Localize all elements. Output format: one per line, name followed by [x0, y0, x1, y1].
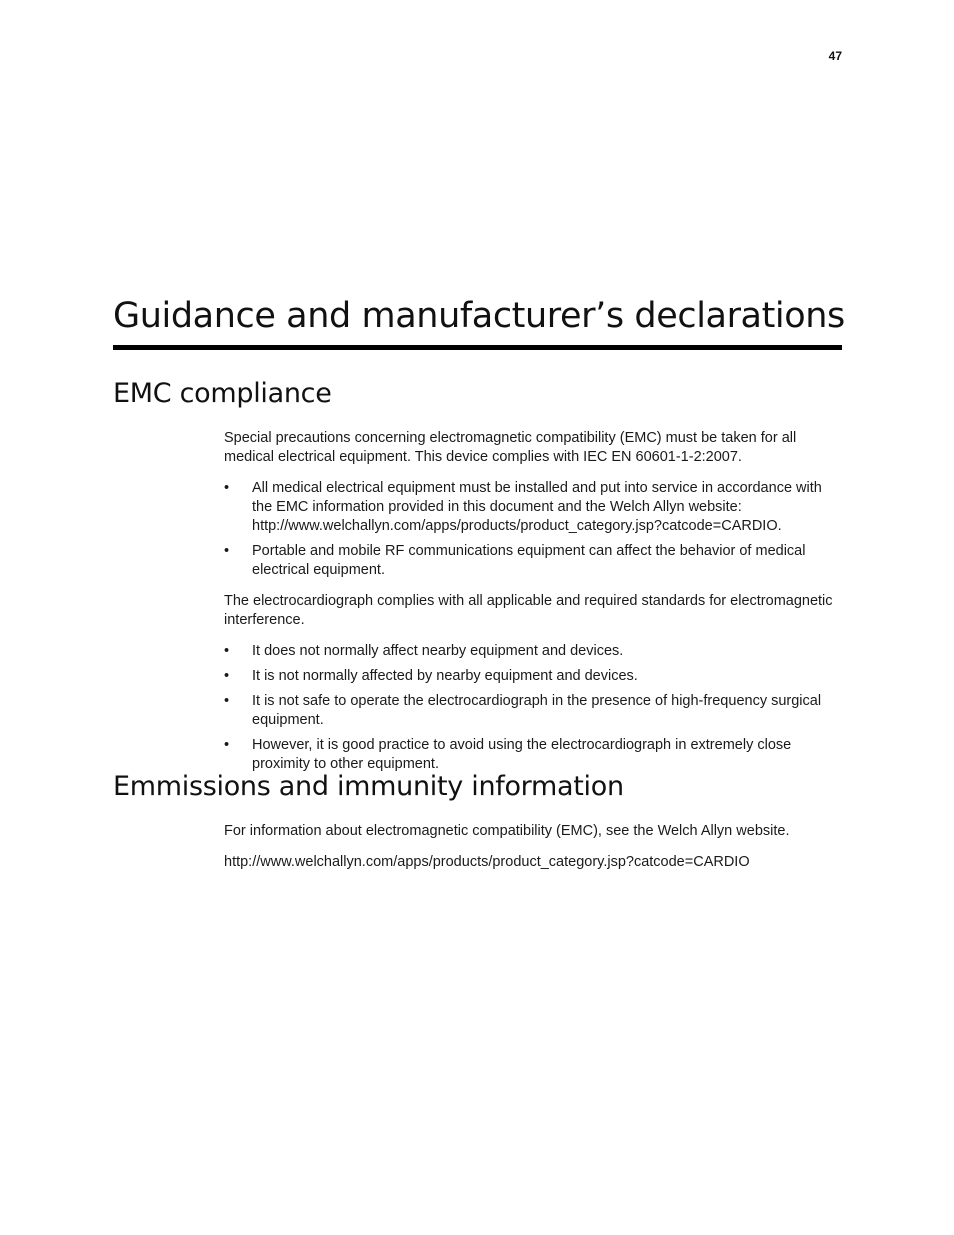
emc-body: [224, 429, 844, 786]
emc-bullet-list-1: [224, 479, 844, 580]
list-item: [224, 667, 844, 686]
emissions-paragraph: For information about electromagnetic compatibility (EMC), see the Welch Allyn website.: [224, 823, 790, 839]
list-item-text: However, it is good practice to avoid using the electrocardiograph in extremely close proximity to other equipment.: [252, 737, 792, 772]
list-item-text: It is not safe to operate the electrocardiograph in the presence of high-frequency surgical equipment.: [252, 693, 822, 728]
emissions-body: [224, 822, 844, 884]
list-item: [224, 736, 844, 774]
bullet-marker: •: [224, 480, 230, 496]
list-item-text: Portable and mobile RF communications equipment can affect the behavior of medical electrical equipment.: [252, 543, 806, 578]
bullet-marker: •: [224, 693, 230, 709]
emc-compliance-paragraph: The electrocardiograph complies with all applicable and required standards for electromagnetic interference.: [224, 593, 833, 628]
section-title-emissions: Emmissions and immunity information: [113, 771, 624, 802]
title-rule: [113, 345, 842, 350]
page-number: 47: [828, 49, 842, 63]
list-item: [224, 479, 844, 536]
list-item: [224, 642, 844, 661]
list-item: [224, 692, 844, 730]
bullet-marker: •: [224, 543, 230, 559]
emc-intro-paragraph: Special precautions concerning electromagnetic compatibility (EMC) must be taken for all medical electrical equipment. This device complies with IEC EN 60601-1-2:2007.: [224, 430, 797, 465]
list-item-text: All medical electrical equipment must be installed and put into service in accordance with the EMC information provided in this document and the Welch Allyn website: http://www.welchallyn.com/apps/products/product_category.jsp?catcode=CARDIO.: [252, 480, 822, 534]
list-item-text: It is not normally affected by nearby equipment and devices.: [252, 668, 638, 684]
emc-bullet-list-2: [224, 642, 844, 774]
bullet-marker: •: [224, 643, 230, 659]
list-item-text: It does not normally affect nearby equipment and devices.: [252, 643, 624, 659]
section-title-emc: EMC compliance: [113, 378, 332, 409]
chapter-title: Guidance and manufacturer’s declarations: [113, 296, 845, 336]
website-url-link[interactable]: http://www.welchallyn.com/apps/products/product_category.jsp?catcode=CARDIO: [224, 854, 750, 870]
bullet-marker: •: [224, 668, 230, 684]
bullet-marker: •: [224, 737, 230, 753]
list-item: [224, 542, 844, 580]
